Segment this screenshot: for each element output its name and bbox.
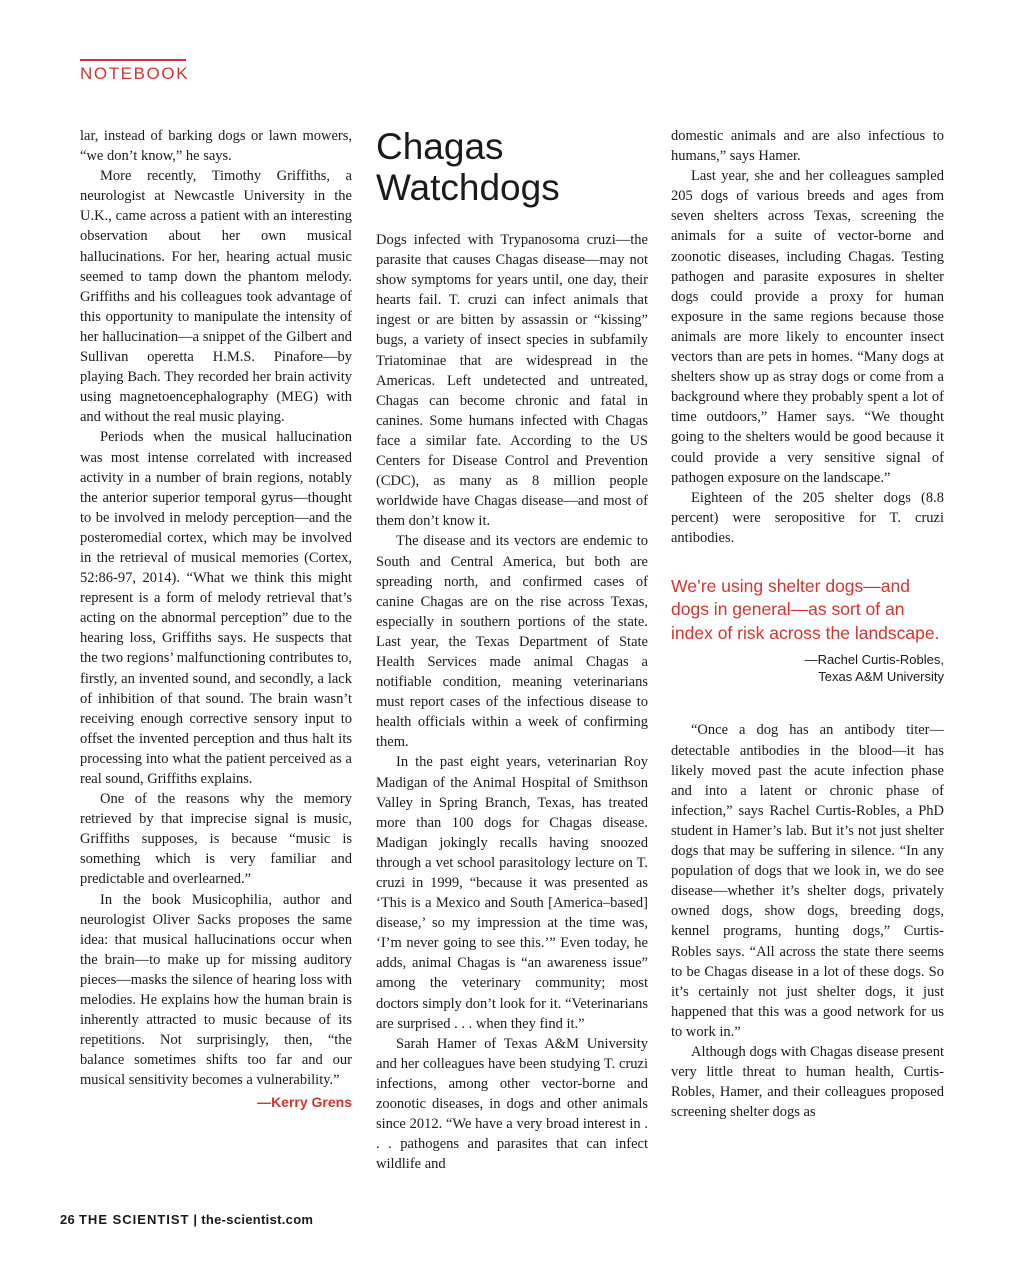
article1-paragraph: More recently, Timothy Griffiths, a neurologist at Newcastle University in the U.K., came across a patient with an interesting observation about her own musical hallucinations. For her, hearing actual music seemed to tamp down the phantom melody. Griffiths and his colleagues took advantage of this opportunity to manipulate the intensity of her hallucination—a snippet of the Gilbert and Sullivan operetta H.M.S. Pinafore—by playing Bach. They recorded her brain activity using magnetoencephalography (MEG) with and without the real music playing. [80, 168, 352, 426]
article1-paragraph: One of the reasons why the memory retrieved by that imprecise signal is music, Griffiths supposes, is because “music is something which is very familiar and predictable and overlearned.” [80, 791, 352, 888]
page-number: 26 [60, 1212, 76, 1227]
article1-paragraph: In the book Musicophilia, author and neurologist Oliver Sacks proposes the same idea: that musical hallucinations occur when the brain—to make up for missing auditory pieces—masks the silence of hearing loss with melodies. He explains how the human brain is inherently attracted to music because of its repetitions. Not surprisingly, then, “the balance sometimes shifts too far and our musical sensitivity becomes a vulnerability.” [80, 891, 352, 1089]
article1-byline: —Kerry Grens [257, 1093, 352, 1110]
article1-paragraph: lar, instead of barking dogs or lawn mowers, “we don’t know,” he says. [80, 128, 352, 165]
column-2 [376, 126, 648, 1174]
publication-name: THE SCIENTIST [78, 1212, 190, 1227]
article2-paragraph: The disease and its vectors are endemic to South and Central America, but both are spreading north, and confirmed cases of canine Chagas are on the rise across Texas, especially in southern portions of the state. Last year, the Texas Department of State Health Services made animal Chagas a notifiable condition, meaning veterinarians must report cases of the infectious disease to health officials within a week of confirming them. [376, 533, 648, 751]
article2-paragraph: Sarah Hamer of Texas A&M University and her colleagues have been studying T. cruzi infections, among other vector-borne and zoonotic diseases, in dogs and other animals since 2012. “We have a very broad interest in . . . pathogens and parasites that can infect wildlife and [376, 1035, 648, 1173]
article2-paragraph: Eighteen of the 205 shelter dogs (8.8 percent) were seropositive for T. cruzi antibodies. [671, 489, 944, 546]
column-1 [80, 126, 352, 1112]
article2-paragraph: domestic animals and are also infectious to humans,” says Hamer. [671, 128, 944, 165]
attribution-affiliation: Texas A&M University [818, 669, 944, 685]
article2-paragraph: Although dogs with Chagas disease present very little threat to human health, Curtis-Robles, Hamer, and their colleagues proposed screening shelter dogs as [671, 1043, 944, 1121]
pull-quote-attribution [671, 651, 944, 685]
attribution-name: —Rachel Curtis-Robles, [804, 652, 944, 668]
article2-paragraph: In the past eight years, veterinarian Roy Madigan of the Animal Hospital of Smithson Valley in Spring Branch, Texas, has treated more than 100 dogs for Chagas disease. Madigan jokingly recalls having snoozed through a vet school parasitology lecture on T. cruzi in 1999, “because it was presented as ‘This is a Mexico and South [America–based] disease,’ so my impression at the time was, ‘I’m never going to see this.’” Even today, he adds, animal Chagas is “an awareness issue” among the veterinary community; most doctors simply don’t look for it. “Veterinarians are surprised . . . when they find it.” [376, 754, 648, 1032]
article1-paragraph: Periods when the musical hallucination was most intense correlated with increased activity in a number of brain regions, notably the anterior superior temporal gyrus—thought to be involved in melody perception—and the posteromedial cortex, which may be involved in the retrieval of musical memories (Cortex, 52:86-97, 2014). “What we think this might represent is a form of melody retrieval that’s acting on the abnormal perception” due to the hearing loss, Griffiths says. He suspects that the two regions’ malfunctioning contributes to, firstly, an invented sound, and secondly, a lack of inhibition of that sound. The brain wasn’t receiving enough corrective sensory input to offset the invented perception and thus halt its processing into what the patient perceived as a real sound, Griffiths explains. [80, 429, 352, 787]
article2-paragraph: “Once a dog has an antibody titer—detectable antibodies in the blood—it has likely moved past the acute infection phase and into a latent or chronic phase of infection,” says Rachel Curtis-Robles, a PhD student in Hamer’s lab. But it’s not just shelter dogs that may be suffering in silence. “In any population of dogs that we look in, we do see disease—whether it’s shelter dogs, privately owned dogs, show dogs, breeding dogs, kennel programs, hunting dogs,” Curtis-Robles says. “All across the state there seems to be Chagas disease in a lot of these dogs. So it’s certainly not just shelter dogs, it just happened that this was a good network for us to work in.” [671, 722, 944, 1040]
footer-separator: | [193, 1212, 198, 1227]
footer-url: the-scientist.com [201, 1212, 314, 1227]
article-headline: Chagas Watchdogs [376, 126, 560, 208]
article2-paragraph: Dogs infected with Trypanosoma cruzi—the parasite that causes Chagas disease—may not show symptoms for years until, one day, their hearts fail. T. cruzi can infect animals that ingest or are bitten by assassin or “kissing” bugs, a variety of insect species in subfamily Triatominae that are widespread in the Americas. Left undetected and untreated, Chagas can become chronic and fatal in canines. Some humans infected with Chagas face a similar fate. According to the US Centers for Disease Control and Prevention (CDC), as many as 8 million people worldwide have Chagas disease—and most of them don’t know it. [376, 232, 648, 530]
section-rule [80, 59, 186, 61]
page-footer [60, 1212, 313, 1227]
section-label: NOTEBOOK [80, 64, 190, 83]
pull-quote: We’re using shelter dogs—and dogs in general—as sort of an index of risk across the landscape. [671, 575, 940, 643]
column-3 [671, 126, 944, 1122]
article2-paragraph: Last year, she and her colleagues sampled 205 dogs of various breeds and ages from seven shelters across Texas, screening the animals for a suite of vector-borne and zoonotic diseases, including Chagas. Testing pathogen and parasite exposures in shelter dogs could provide a proxy for human exposure in the same regions because those animals are more likely to encounter insect vectors than are pets in homes. “Many dogs at shelters show up as stray dogs or come from a background where they probably spent a lot of time outdoors,” Hamer says. “We thought going to the shelters would be good because it could provide a very sensitive signal of pathogen exposure on the landscape.” [671, 168, 944, 486]
